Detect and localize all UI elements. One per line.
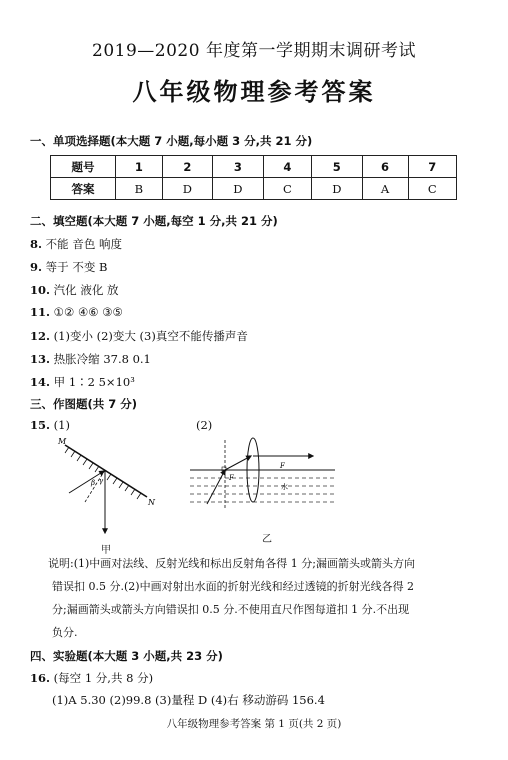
figure-caption-yi: 乙 xyxy=(262,534,272,545)
question-number: 16. xyxy=(30,671,51,685)
question-number: 13. xyxy=(30,352,51,366)
table-cell-answer: C xyxy=(263,178,311,200)
answer-text: 等于 不变 B xyxy=(45,260,108,274)
page-footer: 八年级物理参考答案 第 1 页(共 2 页) xyxy=(166,718,342,730)
note-line: 说明:(1)中画对法线、反射光线和标出反射角各得 1 分;漏画箭头或箭头方向 xyxy=(48,557,415,570)
table-cell-num: 1 xyxy=(116,156,163,178)
question-number: 11. xyxy=(30,305,51,319)
answer-text: 不能 音色 响度 xyxy=(45,237,122,251)
part-label: (1) xyxy=(53,418,70,432)
table-cell-answer: C xyxy=(408,178,456,200)
label-gamma: γ xyxy=(99,477,104,485)
section2-heading: 二、填空题(本大题 7 小题,每空 1 分,共 21 分) xyxy=(30,214,278,228)
note-line: 分;漏画箭头或箭头方向错误扣 0.5 分.不使用直尺作图每道扣 1 分.不出现 xyxy=(52,603,410,616)
answer-line xyxy=(30,236,122,252)
table-label-num: 题号 xyxy=(51,156,116,178)
refraction-lens-diagram xyxy=(185,432,345,532)
label-m: M xyxy=(58,437,67,446)
answer-line xyxy=(30,351,151,367)
note-line: 负分. xyxy=(52,626,78,639)
label-f-right: F xyxy=(280,462,285,470)
label-beta: β xyxy=(91,479,96,487)
answer-line xyxy=(30,328,248,344)
table-row-answers xyxy=(51,178,457,200)
table-cell-answer: A xyxy=(362,178,408,200)
section1-heading: 一、单项选择题(本大题 7 小题,每小题 3 分,共 21 分) xyxy=(30,134,313,148)
table-cell-num: 7 xyxy=(408,156,456,178)
table-cell-num: 6 xyxy=(362,156,408,178)
question-intro: (每空 1 分,共 8 分) xyxy=(53,671,154,685)
answer-text: ①② ④⑥ ③⑤ xyxy=(53,305,123,319)
question-number: 14. xyxy=(30,375,51,389)
answer-line: (1)A 5.30 (2)99.8 (3)量程 D (4)右 移动游码 156.4 xyxy=(52,693,325,707)
question-number: 9. xyxy=(30,260,43,274)
question-number: 12. xyxy=(30,329,51,343)
table-cell-answer: D xyxy=(213,178,264,200)
table-cell-answer: D xyxy=(312,178,363,200)
table-cell-answer: B xyxy=(116,178,163,200)
mirror-hatching xyxy=(65,447,141,499)
table-cell-num: 5 xyxy=(312,156,363,178)
question-number: 15. xyxy=(30,418,51,432)
answer-text: 甲 1∶2 5×10³ xyxy=(53,375,135,389)
answer-text: 汽化 液化 放 xyxy=(53,283,119,297)
question-16-label xyxy=(30,670,153,686)
section4-heading: 四、实验题(本大题 3 小题,共 23 分) xyxy=(30,649,223,663)
question-number: 8. xyxy=(30,237,43,251)
label-f-left: F xyxy=(229,474,234,482)
answer-line xyxy=(30,282,118,298)
ray-in-water xyxy=(207,470,225,504)
answer-line xyxy=(30,305,123,319)
answer-line xyxy=(30,374,135,390)
table-cell-answer: D xyxy=(162,178,213,200)
question-15-label xyxy=(30,418,70,432)
figure-caption-jia: 甲 xyxy=(101,545,111,556)
note-line: 错误扣 0.5 分.(2)中画对射出水面的折射光线和经过透镜的折射光线各得 2 xyxy=(52,580,415,593)
table-cell-num: 2 xyxy=(162,156,213,178)
answer-line xyxy=(30,259,107,275)
label-n: N xyxy=(148,498,155,507)
table-label-ans: 答案 xyxy=(51,178,116,200)
reflection-diagram xyxy=(55,435,165,545)
page-title: 八年级物理参考答案 xyxy=(132,78,376,106)
question-number: 10. xyxy=(30,283,51,297)
answer-table xyxy=(50,155,457,200)
label-water: 水 xyxy=(281,483,288,491)
exam-header: 2019—2020 年度第一学期期末调研考试 xyxy=(92,41,416,61)
part-label: (2) xyxy=(196,418,213,432)
table-cell-num: 3 xyxy=(213,156,264,178)
table-cell-num: 4 xyxy=(263,156,311,178)
table-row-numbers xyxy=(51,156,457,178)
answer-text: (1)变小 (2)变大 (3)真空不能传播声音 xyxy=(53,329,248,343)
water-body xyxy=(190,478,335,502)
section3-heading: 三、作图题(共 7 分) xyxy=(30,397,138,411)
answer-text: 热胀冷缩 37.8 0.1 xyxy=(53,352,151,366)
